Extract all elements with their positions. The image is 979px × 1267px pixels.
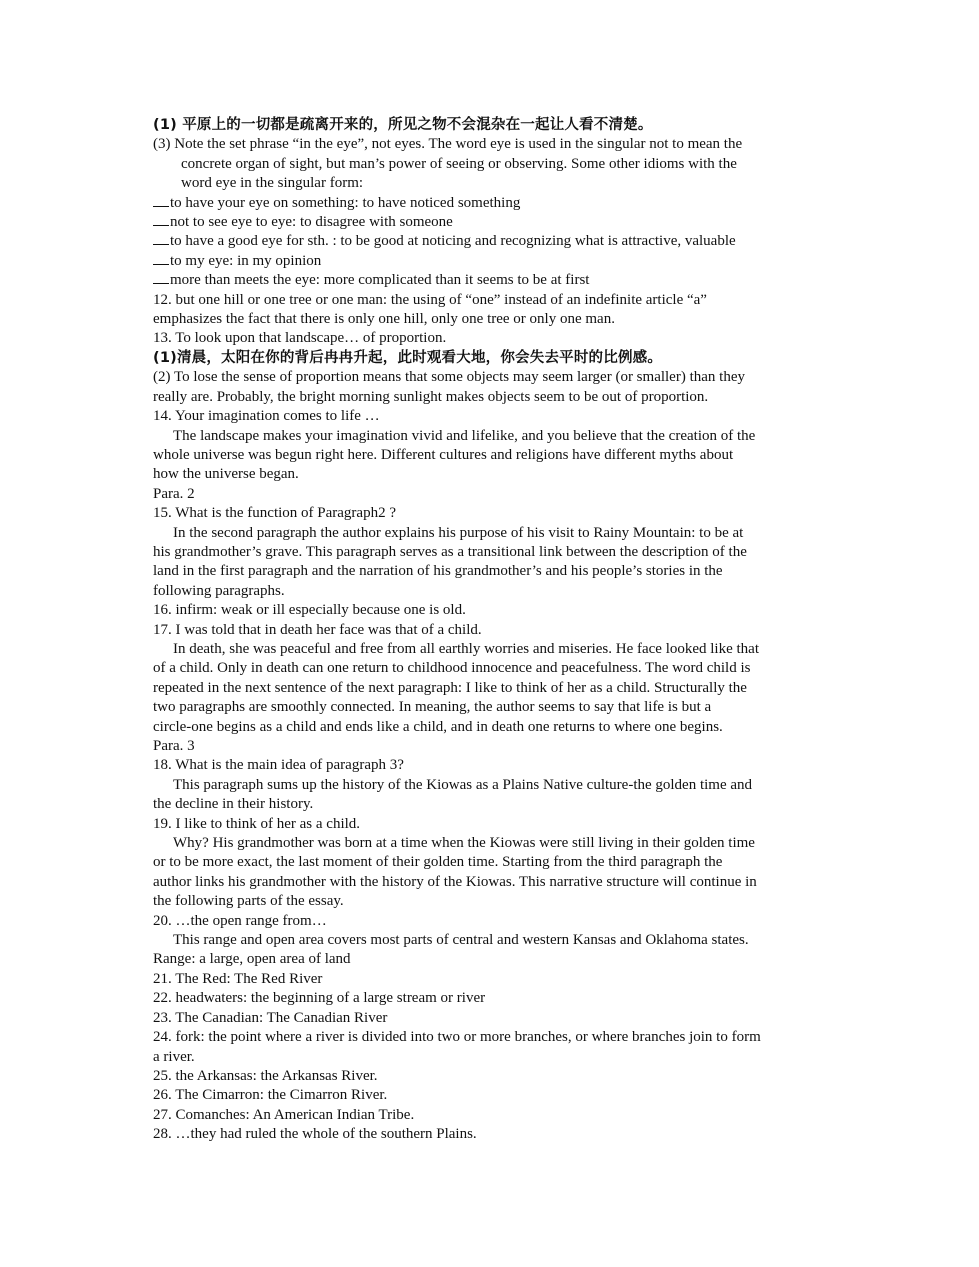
line-text: whole universe was begun right here. Different cultures and religions have different myths about xyxy=(153,446,734,463)
line-text: This paragraph sums up the history of the Kiowas as a Plains Native culture-the golden time and xyxy=(173,776,753,793)
text-line xyxy=(153,446,853,465)
line-text: word eye in the singular form: xyxy=(181,175,364,192)
text-line xyxy=(153,873,853,892)
line-text: a river. xyxy=(153,1048,195,1065)
text-line xyxy=(153,427,853,446)
text-line xyxy=(153,291,853,310)
line-text: (2) To lose the sense of proportion means that some objects may seem larger (or smaller) than they xyxy=(153,369,745,386)
text-line xyxy=(153,465,853,484)
line-text: 14. Your imagination comes to life … xyxy=(153,408,380,425)
text-line xyxy=(153,349,853,368)
line-text: Why? His grandmother was born at a time when the Kiowas were still living in their golden time xyxy=(173,835,755,852)
line-text: 19. I like to think of her as a child. xyxy=(153,815,361,832)
line-text: emphasizes the fact that there is only one hill, only one tree or only one man. xyxy=(153,311,615,328)
line-text: Para. 3 xyxy=(153,738,195,754)
text-line xyxy=(153,834,853,853)
line-text: following paragraphs. xyxy=(153,582,285,599)
text-line xyxy=(153,640,853,659)
line-text: to my eye: in my opinion xyxy=(170,252,322,269)
line-text: really are. Probably, the bright morning sunlight makes objects seem to be out of proportion. xyxy=(153,388,709,405)
text-line xyxy=(153,1106,853,1125)
fill-in-blank xyxy=(153,213,169,226)
text-line xyxy=(153,1125,853,1144)
line-text: of a child. Only in death can one return to childhood innocence and peacefulness. The word child is xyxy=(153,660,751,677)
text-line xyxy=(153,621,853,640)
text-line xyxy=(153,1086,853,1105)
text-line xyxy=(153,1028,853,1047)
text-line xyxy=(153,155,853,174)
text-line xyxy=(153,524,853,543)
line-text: 24. fork: the point where a river is divided into two or more branches, or where branches join to form xyxy=(153,1029,761,1046)
line-text: the following parts of the essay. xyxy=(153,893,344,910)
line-text: (1) 平原上的一切都是疏离开来的，所见之物不会混杂在一起让人看不清楚。 xyxy=(153,117,653,133)
line-text: 27. Comanches: An American Indian Tribe. xyxy=(153,1106,415,1123)
text-line xyxy=(153,1009,853,1028)
line-text: 13. To look upon that landscape… of proportion. xyxy=(153,330,447,347)
document-page xyxy=(153,116,853,1145)
line-text: the decline in their history. xyxy=(153,796,314,813)
text-line xyxy=(153,504,853,523)
text-line xyxy=(153,970,853,989)
text-line xyxy=(153,776,853,795)
line-text: 21. The Red: The Red River xyxy=(153,970,323,987)
text-line xyxy=(153,388,853,407)
text-line xyxy=(153,679,853,698)
line-text: his grandmother’s grave. This paragraph serves as a transitional link between the description of the xyxy=(153,543,747,560)
text-line xyxy=(153,407,853,426)
text-line xyxy=(153,931,853,950)
line-text: circle-one begins as a child and ends like a child, and in death one returns to where one begins. xyxy=(153,718,723,735)
text-line xyxy=(153,989,853,1008)
line-text: author links his grandmother with the history of the Kiowas. This narrative structure will continue in xyxy=(153,873,757,890)
line-text: 18. What is the main idea of paragraph 3? xyxy=(153,757,404,774)
line-text: 20. …the open range from… xyxy=(153,912,327,929)
text-line xyxy=(153,485,853,504)
line-text: 26. The Cimarron: the Cimarron River. xyxy=(153,1087,388,1104)
line-text: two paragraphs are smoothly connected. In meaning, the author seems to say that life is but a xyxy=(153,699,712,716)
text-line xyxy=(153,912,853,931)
text-line xyxy=(153,795,853,814)
text-line xyxy=(153,1048,853,1067)
text-line xyxy=(153,135,853,154)
line-text: Para. 2 xyxy=(153,485,195,502)
text-line xyxy=(153,310,853,329)
text-line xyxy=(153,252,853,271)
text-line xyxy=(153,232,853,251)
text-line xyxy=(153,853,853,872)
line-text: 12. but one hill or one tree or one man: the using of “one” instead of an indefinite article “a” xyxy=(153,291,707,308)
line-text: 16. infirm: weak or ill especially because one is old. xyxy=(153,602,466,619)
line-text: concrete organ of sight, but man’s power of seeing or observing. Some other idioms with the xyxy=(181,155,737,172)
line-text: 22. headwaters: the beginning of a large stream or river xyxy=(153,990,486,1007)
line-text: land in the first paragraph and the narration of his grandmother’s and his people’s stories in the xyxy=(153,563,723,580)
line-text: 17. I was told that in death her face was that of a child. xyxy=(153,621,482,638)
text-line xyxy=(153,601,853,620)
line-text: In death, she was peaceful and free from all earthly worries and miseries. He face looked like that xyxy=(173,640,760,657)
text-line xyxy=(153,582,853,601)
line-text: or to be more exact, the last moment of their golden time. Starting from the third paragraph the xyxy=(153,854,723,871)
text-line xyxy=(153,213,853,232)
line-text: In the second paragraph the author explains his purpose of his visit to Rainy Mountain: to be at xyxy=(173,524,744,541)
text-line xyxy=(153,718,853,737)
text-line xyxy=(153,562,853,581)
fill-in-blank xyxy=(153,252,169,265)
text-line xyxy=(153,116,853,135)
line-text: (1)清晨，太阳在你的背后冉冉升起，此时观看大地，你会失去平时的比例感。 xyxy=(153,349,663,366)
text-line xyxy=(153,329,853,348)
line-text: more than meets the eye: more complicated than it seems to be at first xyxy=(170,272,590,289)
text-line xyxy=(153,892,853,911)
text-line xyxy=(153,950,853,969)
fill-in-blank xyxy=(153,271,169,284)
line-text: repeated in the next sentence of the next paragraph: I like to think of her as a child. Structurally the xyxy=(153,679,747,696)
line-text: not to see eye to eye: to disagree with someone xyxy=(170,214,453,231)
line-text: 25. the Arkansas: the Arkansas River. xyxy=(153,1067,378,1084)
line-text: Range: a large, open area of land xyxy=(153,951,351,968)
text-line xyxy=(153,659,853,678)
line-text: 28. …they had ruled the whole of the southern Plains. xyxy=(153,1126,477,1143)
text-line xyxy=(153,368,853,387)
line-text: to have your eye on something: to have noticed something xyxy=(170,194,521,211)
line-text: 15. What is the function of Paragraph2 ? xyxy=(153,505,396,522)
text-line xyxy=(153,815,853,834)
line-text: to have a good eye for sth. : to be good at noticing and recognizing what is attractive, valuable xyxy=(170,233,736,250)
line-text: The landscape makes your imagination vivid and lifelike, and you believe that the creation of the xyxy=(173,427,756,444)
fill-in-blank xyxy=(153,232,169,245)
text-line xyxy=(153,271,853,290)
text-line xyxy=(153,1067,853,1086)
text-line xyxy=(153,194,853,213)
line-text: This range and open area covers most parts of central and western Kansas and Oklahoma states. xyxy=(173,932,749,949)
line-text: (3) Note the set phrase “in the eye”, not eyes. The word eye is used in the singular not to mean the xyxy=(153,136,743,153)
line-text: how the universe began. xyxy=(153,466,299,483)
text-line xyxy=(153,737,853,756)
fill-in-blank xyxy=(153,194,169,207)
text-line xyxy=(153,698,853,717)
line-text: 23. The Canadian: The Canadian River xyxy=(153,1009,388,1026)
text-line xyxy=(153,543,853,562)
text-line xyxy=(153,174,853,193)
text-line xyxy=(153,756,853,775)
